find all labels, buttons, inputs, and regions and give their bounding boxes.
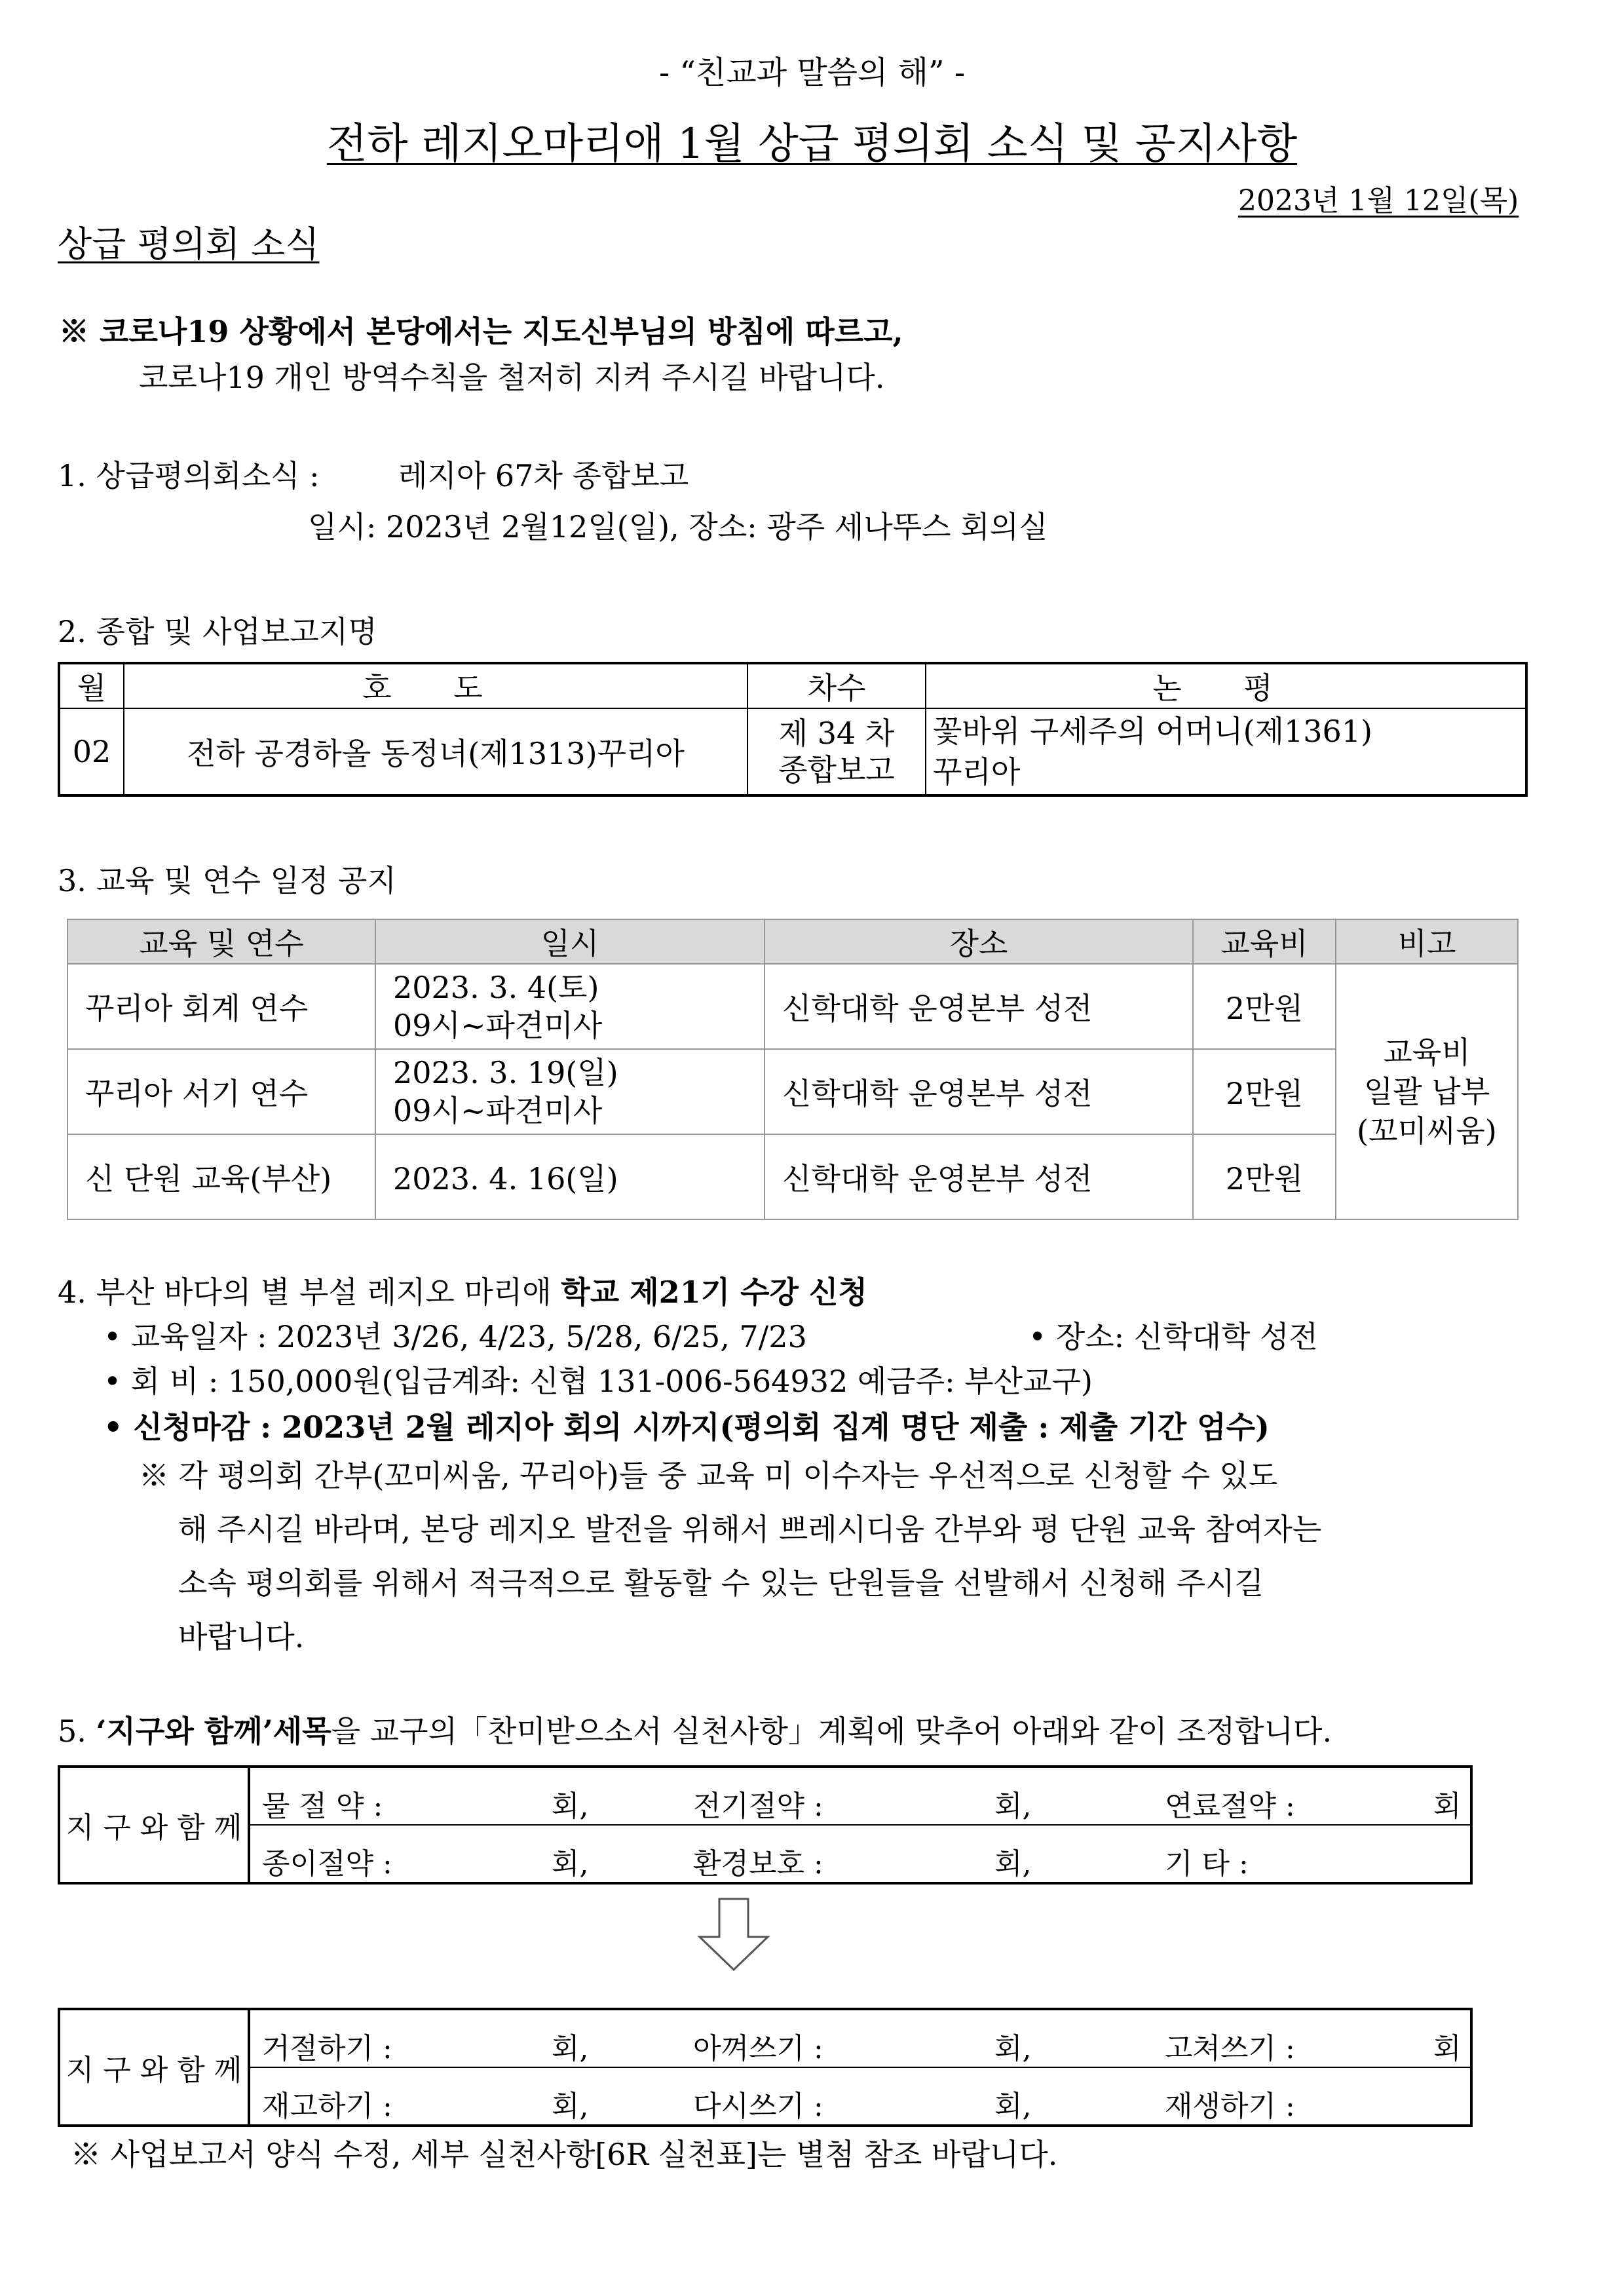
section-heading: 상급 평의회 소식 xyxy=(58,223,320,265)
notice-line-2: 코로나19 개인 방역수칙을 철저히 지켜 주시길 바랍니다. xyxy=(139,360,885,395)
earth-table-before xyxy=(58,1765,1473,1885)
header-fee: 교육비 xyxy=(1193,919,1336,964)
date-line-1: 2023. 3. 19(일) xyxy=(393,1055,618,1090)
cell-item-3: 고쳐쓰기 : xyxy=(1165,2032,1295,2065)
review-line-1: 꽃바위 구세주의 어머니(제1361) xyxy=(933,714,1372,749)
motto: - “친교과 말씀의 해” - xyxy=(658,54,966,91)
cell-date xyxy=(375,1134,765,1219)
header-note: 비고 xyxy=(1336,919,1518,964)
cell-place: 신학대학 운영본부 성전 xyxy=(765,1049,1193,1134)
cell-count-3: 회 xyxy=(1433,2032,1462,2065)
table-row xyxy=(59,2009,1471,2067)
cell-place: 신학대학 운영본부 성전 xyxy=(765,1134,1193,1219)
cell-item-1: 재고하기 : xyxy=(262,2090,392,2123)
cell-item-2: 전기절약 : xyxy=(693,1789,823,1823)
cell-item-2: 아껴쓰기 : xyxy=(693,2032,823,2065)
earth-table-label: 지 구 와 함 께 xyxy=(59,2009,249,2126)
table-row xyxy=(67,1049,1518,1134)
item4-label-plain: 4. 부산 바다의 별 부설 레지오 마리애 xyxy=(58,1274,561,1310)
item5-label xyxy=(58,1708,1332,1751)
date-line-1: 2023. 3. 4(토) xyxy=(393,970,599,1005)
header-chasu: 차수 xyxy=(747,663,926,708)
cell-item-1: 물 절 약 : xyxy=(262,1789,383,1823)
chasu-line-2: 종합보고 xyxy=(778,752,895,788)
table-row xyxy=(59,708,1526,795)
cell-item-3: 연료절약 : xyxy=(1165,1789,1295,1823)
date-line-1: 2023. 4. 16(일) xyxy=(393,1161,618,1196)
item4-note-2: 해 주시길 바라며, 본당 레지오 발전을 위해서 쁘레시디움 간부와 평 단원 교육 참여자는 xyxy=(178,1512,1322,1547)
date-line-2: 09시~파견미사 xyxy=(393,1093,603,1128)
earth-table-after xyxy=(58,2008,1473,2127)
cell-course: 꾸리아 서기 연수 xyxy=(67,1049,375,1134)
cell-count-3: 회 xyxy=(1433,1789,1462,1823)
item1-value: 레지아 67차 종합보고 xyxy=(398,458,689,493)
item1-detail: 일시: 2023년 2월12일(일), 장소: 광주 세나뚜스 회의실 xyxy=(308,509,1048,545)
cell-count-2: 회, xyxy=(994,2090,1032,2123)
cell-count-2: 회, xyxy=(994,1847,1032,1881)
note-line-2: 일괄 납부 xyxy=(1363,1074,1490,1109)
cell-count-2: 회, xyxy=(994,1789,1032,1823)
cell-item-3: 재생하기 : xyxy=(1165,2090,1295,2123)
bullet-fee: • 회 비 : 150,000원(입금계좌: 신협 131-006-564932 예금주: 부산교구) xyxy=(104,1364,1093,1399)
cell-item-1: 거절하기 : xyxy=(262,2032,392,2065)
item5-label-bold: ‘지구와 함께’세목 xyxy=(96,1713,331,1749)
earth-row-1 xyxy=(249,2009,1471,2067)
item4-label xyxy=(58,1269,867,1312)
review-line-2: 꾸리아 xyxy=(933,754,1021,790)
cell-item-1: 종이절약 : xyxy=(262,1847,392,1881)
earth-row-2 xyxy=(249,2067,1471,2126)
table-row xyxy=(67,964,1518,1049)
cell-item-2: 환경보호 : xyxy=(693,1847,823,1881)
cell-count-1: 회, xyxy=(552,1789,589,1823)
header-hodo: 호 도 xyxy=(124,663,747,708)
cell-fee: 2만원 xyxy=(1193,1134,1336,1219)
cell-date xyxy=(375,964,765,1049)
bullet-deadline: • 신청마감 : 2023년 2월 레지아 회의 시까지(평의회 집계 명단 제출 : 제출 기간 엄수) xyxy=(104,1409,1270,1445)
item2-label: 2. 종합 및 사업보고지명 xyxy=(58,614,377,649)
education-table xyxy=(67,919,1519,1220)
cell-date xyxy=(375,1049,765,1134)
table-row xyxy=(59,1767,1471,1825)
note-line-1: 교육비 xyxy=(1383,1035,1471,1070)
cell-month: 02 xyxy=(59,708,124,795)
table-header-row xyxy=(59,663,1526,708)
cell-item-3: 기 타 : xyxy=(1165,1847,1249,1881)
notice-line-1: ※ 코로나19 상황에서 본당에서는 지도신부님의 방침에 따르고, xyxy=(59,314,903,349)
header-date: 일시 xyxy=(375,919,765,964)
item5-prefix: 5. xyxy=(58,1713,96,1749)
down-arrow-icon xyxy=(694,1896,773,1975)
earth-row-1 xyxy=(249,1767,1471,1825)
item4-note-1: ※ 각 평의회 간부(꼬미씨움, 꾸리아)들 중 교육 미 이수자는 우선적으로 신청할 수 있도 xyxy=(139,1458,1278,1493)
item4-note-3: 소속 평의회를 위해서 적극적으로 활동할 수 있는 단원들을 선발해서 신청해 주시길 xyxy=(178,1565,1264,1601)
header-place: 장소 xyxy=(765,919,1193,964)
note-line-3: (꼬미씨움) xyxy=(1357,1113,1497,1149)
bullet-schedule: • 교육일자 : 2023년 3/26, 4/23, 5/28, 6/25, 7/23 xyxy=(104,1319,807,1354)
cell-chasu xyxy=(747,708,926,795)
cell-count-1: 회, xyxy=(552,2032,589,2065)
item4-note-4: 바랍니다. xyxy=(178,1619,305,1655)
cell-fee: 2만원 xyxy=(1193,964,1336,1049)
item5-label-rest: 을 교구의「찬미받으소서 실천사항」계획에 맞추어 아래와 같이 조정합니다. xyxy=(331,1713,1332,1749)
table-row xyxy=(59,2067,1471,2126)
report-table xyxy=(58,662,1528,797)
table-header-row xyxy=(67,919,1518,964)
header-review: 논 평 xyxy=(926,663,1526,708)
item1-label: 1. 상급평의회소식 : xyxy=(58,458,320,493)
cell-course: 꾸리아 회계 연수 xyxy=(67,964,375,1049)
earth-table-label: 지 구 와 함 께 xyxy=(59,1767,249,1883)
date-line-2: 09시~파견미사 xyxy=(393,1008,603,1043)
header-course: 교육 및 연수 xyxy=(67,919,375,964)
cell-fee: 2만원 xyxy=(1193,1049,1336,1134)
footnote: ※ 사업보고서 양식 수정, 세부 실천사항[6R 실천표]는 별첨 참조 바랍니다. xyxy=(71,2137,1058,2172)
table-row xyxy=(67,1134,1518,1219)
cell-review xyxy=(926,708,1526,795)
cell-note xyxy=(1336,964,1518,1219)
earth-row-2 xyxy=(249,1825,1471,1883)
document-date: 2023년 1월 12일(목) xyxy=(1238,184,1519,218)
cell-item-2: 다시쓰기 : xyxy=(693,2090,823,2123)
cell-course: 신 단원 교육(부산) xyxy=(67,1134,375,1219)
cell-count-1: 회, xyxy=(552,2090,589,2123)
header-month: 월 xyxy=(59,663,124,708)
item3-label: 3. 교육 및 연수 일정 공지 xyxy=(58,863,396,898)
cell-count-1: 회, xyxy=(552,1847,589,1881)
bullet-place: • 장소: 신학대학 성전 xyxy=(1029,1319,1318,1354)
chasu-line-1: 제 34 차 xyxy=(778,716,895,751)
page-title: 전하 레지오마리애 1월 상급 평의회 소식 및 공지사항 xyxy=(326,120,1298,168)
page-title-wrap xyxy=(0,110,1624,170)
cell-hodo: 전하 공경하올 동정녀(제1313)꾸리아 xyxy=(124,708,747,795)
cell-count-2: 회, xyxy=(994,2032,1032,2065)
cell-place: 신학대학 운영본부 성전 xyxy=(765,964,1193,1049)
table-row xyxy=(59,1825,1471,1883)
item4-label-bold: 학교 제21기 수강 신청 xyxy=(561,1274,867,1310)
